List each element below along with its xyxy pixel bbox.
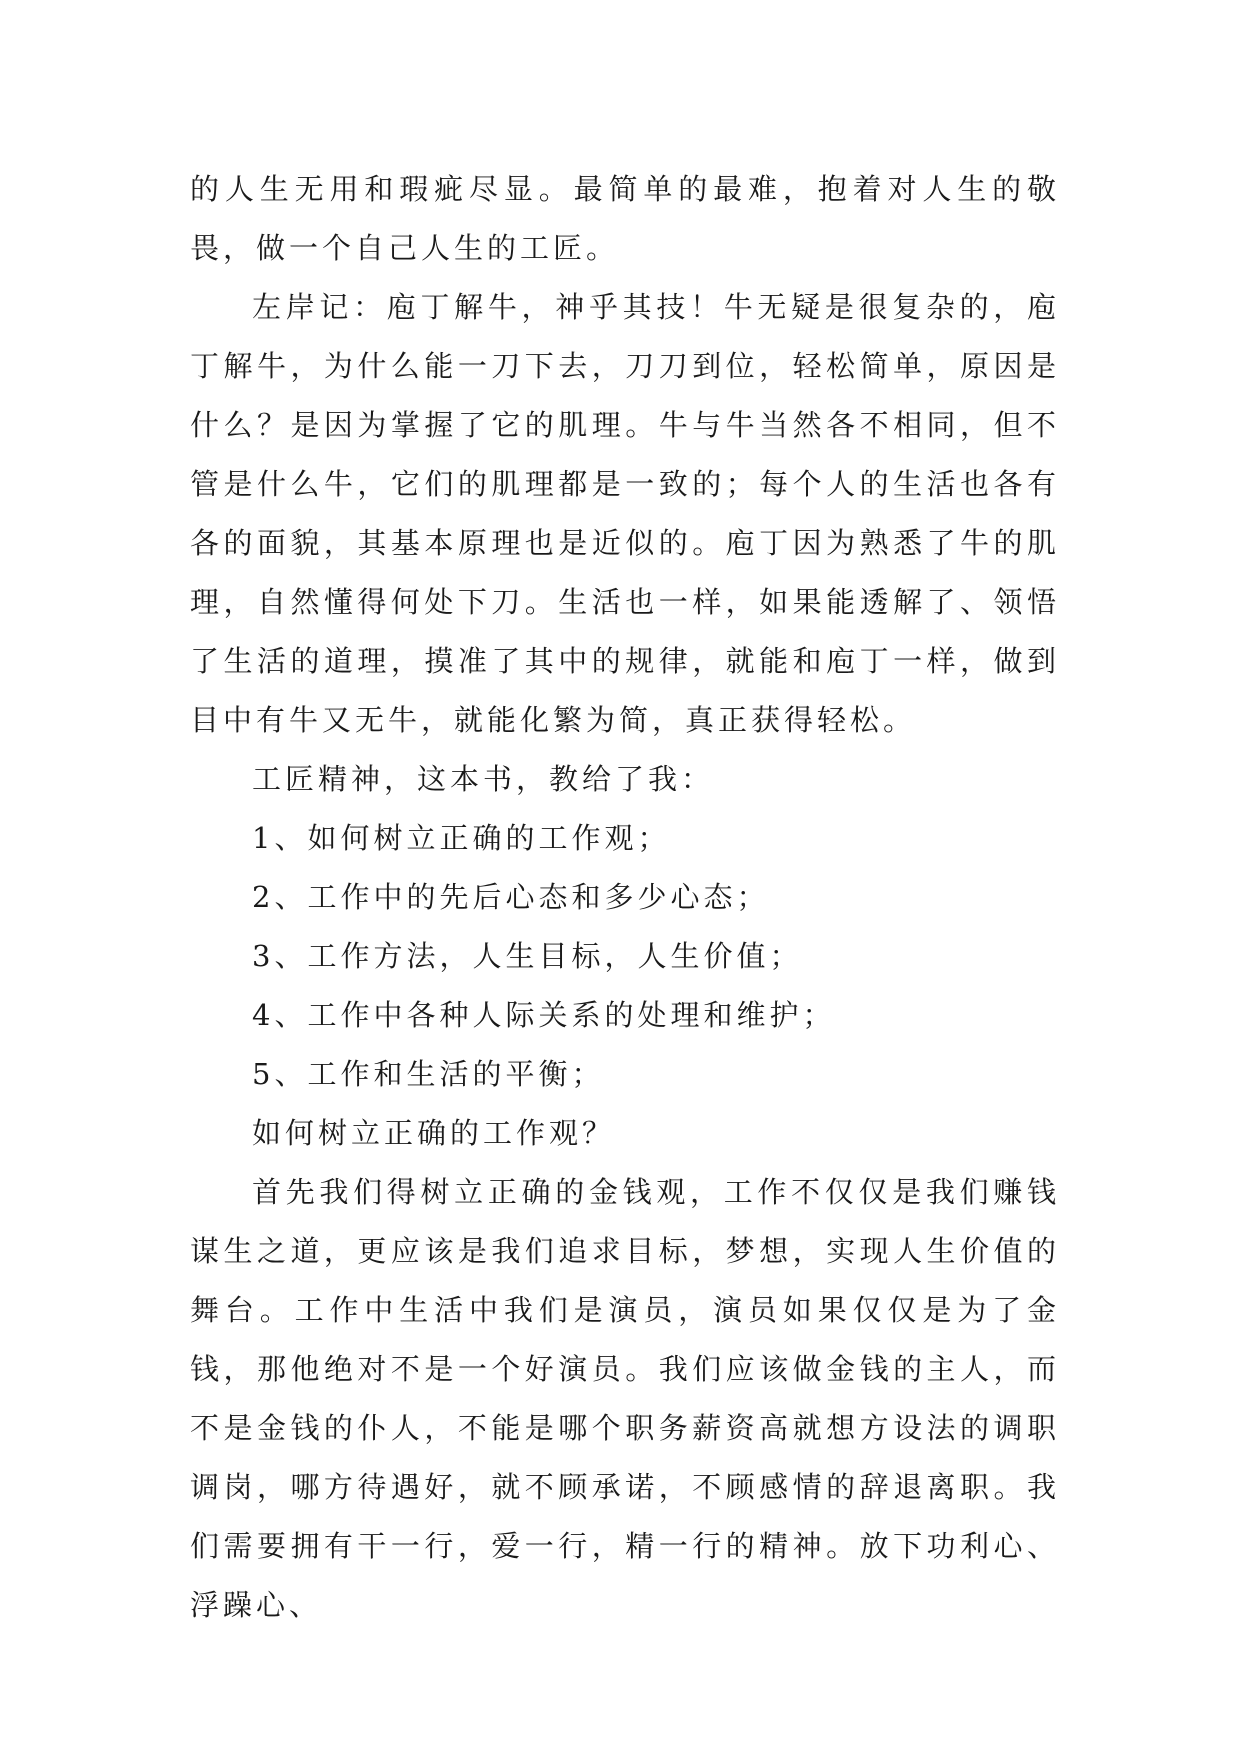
section-question: 如何树立正确的工作观？ (252, 1116, 616, 1150)
list-item-5: 5、工作和生活的平衡； (252, 1057, 605, 1091)
paragraph-continuation: 的人生无用和瑕疵尽显。最简单的最难，抱着对人生的敬畏，做一个自己人生的工匠。 (190, 172, 1060, 265)
document-body (190, 160, 1060, 1635)
list-item-3: 3、工作方法，人生目标，人生价值； (252, 939, 803, 973)
paragraph-money-view: 首先我们得树立正确的金钱观，工作不仅仅是我们赚钱谋生之道，更应该是我们追求目标，梦想，实现人生价值的舞台。工作中生活中我们是演员，演员如果仅仅是为了金钱，那他绝对不是一个好演员。我们应该做金钱的主人，而不是金钱的仆人，不能是哪个职务薪资高就想方设法的调职调岗，哪方待遇好，就不顾承诺，不顾感情的辞退离职。我们需要拥有干一行，爱一行，精一行的精神。放下功利心、浮躁心、 (190, 1175, 1060, 1622)
list-item-2: 2、工作中的先后心态和多少心态； (252, 880, 770, 914)
list-item-1: 1、如何树立正确的工作观； (252, 821, 671, 855)
paragraph-paoding-note: 左岸记：庖丁解牛，神乎其技！牛无疑是很复杂的，庖丁解牛，为什么能一刀下去，刀刀到位，轻松简单，原因是什么？是因为掌握了它的肌理。牛与牛当然各不相同，但不管是什么牛，它们的肌理都是一致的；每个人的生活也各有各的面貌，其基本原理也是近似的。庖丁因为熟悉了牛的肌理，自然懂得何处下刀。生活也一样，如果能透解了、领悟了生活的道理，摸准了其中的规律，就能和庖丁一样，做到目中有牛又无牛，就能化繁为简，真正获得轻松。 (190, 290, 1060, 737)
list-item-4: 4、工作中各种人际关系的处理和维护； (252, 998, 836, 1032)
paragraph-book-intro: 工匠精神，这本书，教给了我： (252, 762, 715, 796)
